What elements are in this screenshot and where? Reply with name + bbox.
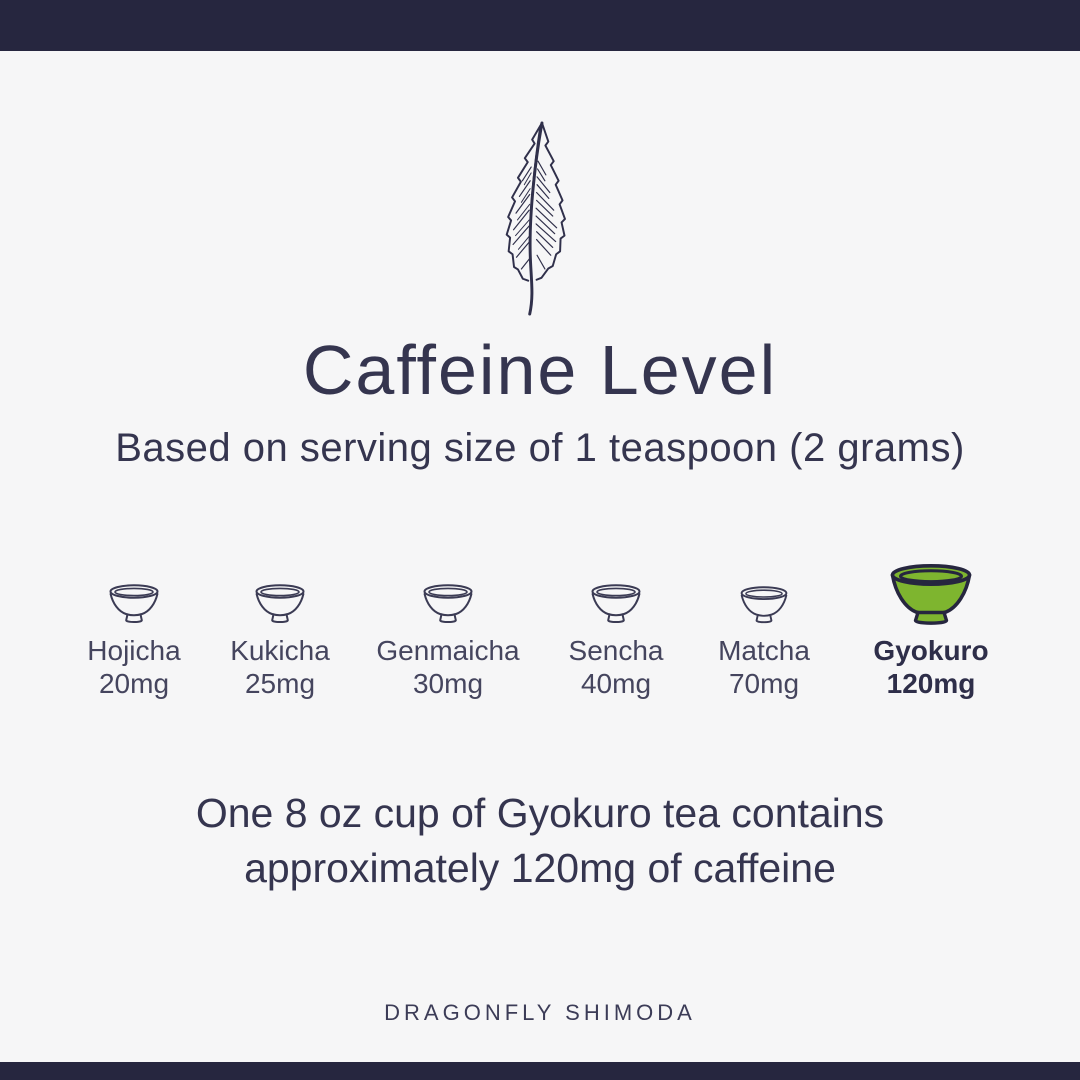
tea-name: Genmaicha <box>376 635 520 666</box>
tea-amount: 20mg <box>98 668 170 699</box>
tea-bowl-highlighted-icon <box>846 560 1016 626</box>
tea-name: Sencha <box>568 635 664 666</box>
tea-item-kukicha <box>195 560 365 700</box>
tea-amount: 120mg <box>886 668 976 699</box>
caffeine-note <box>0 786 1080 896</box>
brand-name: DRAGONFLY SHIMODA <box>384 1000 696 1025</box>
leaf-illustration <box>481 120 599 316</box>
tea-item-hojicha <box>49 560 219 700</box>
tea-name: Hojicha <box>87 635 181 666</box>
leaf-sketch-icon <box>481 120 599 316</box>
tea-bowl-icon <box>531 560 701 626</box>
tea-bowl-icon <box>363 560 533 626</box>
tea-amount: 70mg <box>728 668 800 699</box>
tea-name: Gyokuro <box>873 635 989 666</box>
tea-bowl-icon <box>679 560 849 626</box>
top-navy-bar <box>0 0 1080 51</box>
tea-bowl-icon <box>195 560 365 626</box>
tea-item-gyokuro-highlighted <box>846 560 1016 700</box>
caffeine-note-line2: approximately 120mg of caffeine <box>244 845 836 891</box>
tea-name: Matcha <box>718 635 810 666</box>
page-title: Caffeine Level <box>302 331 778 409</box>
tea-bowl-icon <box>49 560 219 626</box>
tea-item-sencha <box>531 560 701 700</box>
tea-amount: 25mg <box>244 668 316 699</box>
tea-item-matcha <box>679 560 849 700</box>
tea-amount: 30mg <box>412 668 484 699</box>
tea-item-genmaicha <box>363 560 533 700</box>
page-subtitle: Based on serving size of 1 teaspoon (2 grams) <box>115 426 965 470</box>
bottom-navy-bar <box>0 1062 1080 1080</box>
caffeine-note-line1: One 8 oz cup of Gyokuro tea contains <box>195 790 885 836</box>
tea-amount: 40mg <box>580 668 652 699</box>
tea-name: Kukicha <box>230 635 330 666</box>
